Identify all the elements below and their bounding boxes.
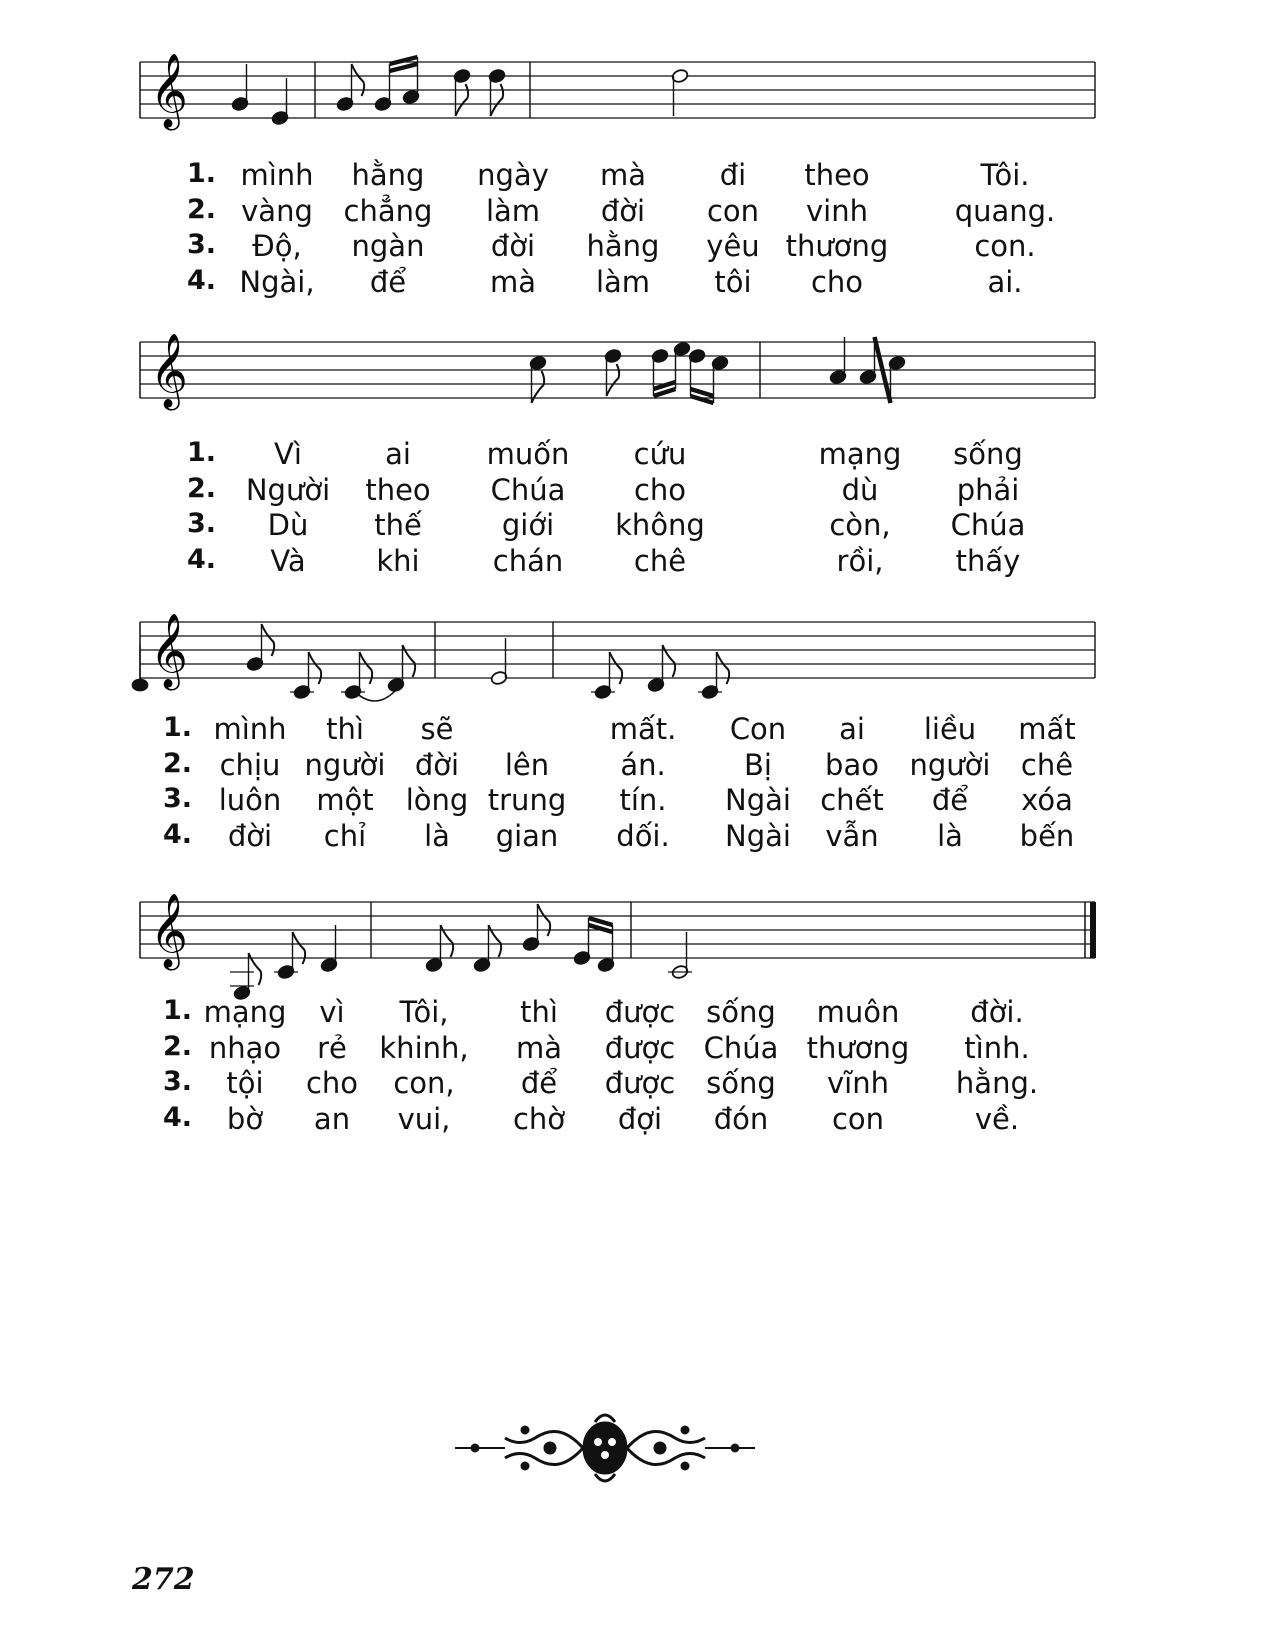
lyric-syllable: vì <box>319 995 345 1029</box>
note <box>230 953 261 1001</box>
lyric-line <box>0 544 1275 580</box>
lyric-syllable: chê <box>1020 747 1074 782</box>
lyric-line <box>0 1031 1275 1067</box>
note <box>604 348 622 396</box>
lyric-syllable: được <box>604 1066 676 1100</box>
lyric-line <box>0 995 1275 1031</box>
verse-number: 2. <box>163 1030 193 1062</box>
verse-number: 3. <box>187 508 217 539</box>
note <box>274 932 305 980</box>
lyric-syllable: quang. <box>954 193 1056 228</box>
lyric-syllable: yêu <box>706 229 760 263</box>
lyric-syllable: cho <box>305 1066 359 1100</box>
lyric-syllable: án. <box>620 747 666 782</box>
note <box>490 638 508 686</box>
lyric-syllable: lên <box>504 747 550 782</box>
lyric-syllable: con <box>831 1101 885 1136</box>
lyric-syllable: Chúa <box>490 472 566 507</box>
staff <box>140 592 1140 722</box>
lyric-syllable: đợi <box>617 1101 663 1136</box>
lyric-syllable: thì <box>326 712 364 746</box>
lyric-syllable: Người <box>245 472 331 507</box>
lyric-syllable: Chúa <box>703 1030 779 1065</box>
lyric-syllable: người <box>304 747 386 782</box>
lyric-syllable: Tôi. <box>980 158 1030 192</box>
lyric-syllable: mình <box>240 158 314 192</box>
treble-clef-icon: 𝄞 <box>150 334 188 408</box>
lyric-syllable: đời <box>600 193 646 228</box>
lyric-syllable: ai <box>839 712 865 746</box>
final-bar-line <box>1090 902 1096 958</box>
lyric-syllable: hằng. <box>955 1066 1039 1100</box>
lyric-syllable: vẫn <box>825 818 879 853</box>
lyric-syllable: mà <box>489 264 537 299</box>
lyric-syllable: theo <box>365 472 431 507</box>
lyric-line <box>0 229 1275 265</box>
lyric-syllable: dù <box>841 472 879 507</box>
lyric-syllable: chẳng <box>343 193 433 228</box>
lyric-syllable: đời. <box>970 995 1024 1029</box>
note <box>231 64 249 112</box>
lyric-syllable: thì <box>520 995 558 1029</box>
lyric-syllable: mình <box>213 712 287 746</box>
lyric-syllable: tội <box>226 1066 264 1100</box>
verse-number: 2. <box>187 193 217 225</box>
lyric-syllable: rồi, <box>836 543 884 578</box>
note <box>698 652 729 700</box>
note <box>591 652 622 700</box>
lyric-syllable: về. <box>974 1101 1020 1136</box>
lyric-syllable: bờ <box>226 1101 264 1136</box>
lyric-line <box>0 748 1275 784</box>
lyric-syllable: thấy <box>955 543 1021 578</box>
lyric-syllable: người <box>909 747 991 782</box>
staff <box>140 872 1140 1002</box>
lyric-syllable: thương <box>806 1030 910 1065</box>
note <box>673 341 691 389</box>
lyric-syllable: phải <box>956 472 1020 507</box>
lyric-syllable: khinh, <box>379 1030 469 1065</box>
staff <box>140 32 1140 162</box>
lyric-syllable: theo <box>804 158 870 192</box>
lyric-syllable: trung <box>487 783 567 817</box>
lyric-syllable: chết <box>820 783 884 817</box>
lyric-syllable: Chúa <box>950 508 1026 542</box>
lyric-line <box>0 473 1275 509</box>
lyric-syllable: đời <box>490 229 536 263</box>
verse-number: 4. <box>187 264 217 296</box>
verse-number: 2. <box>187 472 217 504</box>
lyric-syllable: lòng <box>405 783 469 817</box>
lyric-syllable: mạng <box>818 437 902 471</box>
note <box>425 925 453 973</box>
treble-clef-icon: 𝄞 <box>150 894 188 968</box>
lyric-syllable: sẽ <box>420 712 454 746</box>
staff <box>140 312 1140 442</box>
lyric-syllable: mà <box>515 1030 563 1065</box>
lyric-syllable: Ngài, <box>239 264 315 299</box>
lyric-syllable: được <box>604 995 676 1029</box>
lyric-line <box>0 158 1275 194</box>
lyric-syllable: đón <box>713 1101 769 1136</box>
lyric-syllable: con. <box>974 229 1036 263</box>
lyric-syllable: là <box>937 818 963 853</box>
lyric-syllable: Ngài <box>725 783 791 817</box>
lyric-syllable: con <box>706 193 760 228</box>
verse-number: 4. <box>163 1101 193 1133</box>
lyric-syllable: ai <box>385 437 411 471</box>
lyric-line <box>0 437 1275 473</box>
lyric-line <box>0 712 1275 748</box>
lyric-syllable: chờ <box>512 1101 566 1136</box>
lyric-syllable: cho <box>810 264 864 299</box>
lyric-line <box>0 783 1275 819</box>
page-number: 272 <box>132 1562 195 1597</box>
lyric-syllable: để <box>931 783 969 817</box>
lyric-syllable: muốn <box>486 437 570 471</box>
lyric-syllable: sống <box>706 1066 776 1100</box>
lyric-syllable: tôi <box>714 264 752 299</box>
lyric-syllable: là <box>424 818 450 853</box>
note <box>668 932 692 980</box>
lyric-syllable: khi <box>376 543 420 578</box>
lyric-syllable: chịu <box>219 747 281 782</box>
lyric-syllable: rẻ <box>317 1030 347 1065</box>
lyric-syllable: thế <box>374 508 422 542</box>
lyric-syllable: Ngài <box>725 818 791 853</box>
lyric-syllable: muôn <box>816 995 900 1029</box>
lyric-syllable: mạng <box>203 995 287 1029</box>
lyric-syllable: sống <box>706 995 776 1029</box>
verse-number: 4. <box>163 818 193 850</box>
treble-clef-icon: 𝄞 <box>150 54 188 128</box>
lyric-line <box>0 265 1275 301</box>
lyric-syllable: bến <box>1019 818 1075 853</box>
lyric-syllable: xóa <box>1021 783 1073 817</box>
verse-number: 1. <box>187 437 217 468</box>
verse-number: 3. <box>163 783 193 814</box>
note <box>829 337 847 385</box>
note <box>133 645 148 691</box>
lyric-syllable: dối. <box>616 818 670 853</box>
verse-number: 1. <box>163 712 193 743</box>
note <box>387 645 415 693</box>
lyric-line <box>0 1066 1275 1102</box>
lyric-syllable: cứu <box>633 437 687 471</box>
lyric-syllable: tín. <box>619 783 667 817</box>
lyric-syllable: hằng <box>586 229 660 263</box>
lyric-syllable: vàng <box>241 193 313 228</box>
verse-number: 1. <box>187 158 217 189</box>
lyric-syllable: làm <box>595 264 651 299</box>
lyric-syllable: gian <box>495 818 559 853</box>
note <box>647 645 675 693</box>
lyric-syllable: làm <box>485 193 541 228</box>
lyric-syllable: mất <box>1018 712 1076 746</box>
lyric-line <box>0 819 1275 855</box>
lyric-syllable: ngày <box>477 158 549 192</box>
floral-ornament-icon <box>455 1408 755 1488</box>
note <box>529 355 547 403</box>
lyric-syllable: mất. <box>609 712 677 746</box>
verse-number: 3. <box>187 229 217 260</box>
treble-clef-icon: 𝄞 <box>150 614 188 688</box>
note <box>453 68 471 116</box>
lyric-syllable: nhạo <box>208 1030 282 1065</box>
note <box>320 925 338 973</box>
lyric-syllable: không <box>615 508 705 542</box>
lyric-syllable: Độ, <box>252 229 302 263</box>
lyric-syllable: thương <box>785 229 889 263</box>
lyric-syllable: luôn <box>218 783 282 817</box>
lyric-syllable: được <box>604 1030 676 1065</box>
lyric-syllable: sống <box>953 437 1023 471</box>
lyric-line <box>0 508 1275 544</box>
lyric-syllable: chỉ <box>323 818 367 853</box>
note <box>671 68 689 116</box>
verse-number: 1. <box>163 995 193 1026</box>
lyric-syllable: chê <box>633 543 687 578</box>
lyric-syllable: mà <box>599 158 647 192</box>
lyric-syllable: Bị <box>744 747 772 782</box>
verse-number: 4. <box>187 543 217 575</box>
lyric-syllable: vui, <box>397 1101 451 1136</box>
lyric-syllable: vĩnh <box>827 1066 889 1100</box>
lyric-syllable: liều <box>923 712 977 746</box>
lyric-syllable: con, <box>393 1066 455 1100</box>
lyric-syllable: cho <box>633 472 687 507</box>
note <box>290 652 321 700</box>
lyric-syllable: ai. <box>987 264 1023 299</box>
lyric-syllable: Con <box>729 712 787 746</box>
note <box>374 64 392 112</box>
note <box>473 925 501 973</box>
lyric-syllable: vinh <box>806 193 868 228</box>
lyric-syllable: đời <box>227 818 273 853</box>
note <box>573 918 591 966</box>
lyric-syllable: Dù <box>267 508 309 542</box>
lyric-syllable: còn, <box>829 508 891 542</box>
note <box>711 355 729 403</box>
verse-number: 2. <box>163 747 193 779</box>
lyric-syllable: Và <box>270 543 306 578</box>
lyric-syllable: an <box>313 1101 351 1136</box>
lyric-syllable: hằng <box>351 158 425 192</box>
lyric-syllable: tình. <box>964 1030 1030 1065</box>
lyric-syllable: giới <box>501 508 555 542</box>
verse-number: 3. <box>163 1066 193 1097</box>
note <box>488 68 506 116</box>
lyric-syllable: đời <box>414 747 460 782</box>
lyric-syllable: một <box>316 783 374 817</box>
lyric-syllable: Vì <box>274 437 302 471</box>
lyric-syllable: bao <box>825 747 879 782</box>
note <box>271 78 289 126</box>
lyric-syllable: để <box>520 1066 558 1100</box>
lyric-syllable: đi <box>719 158 747 192</box>
lyric-line <box>0 1102 1275 1138</box>
lyric-syllable: để <box>369 264 407 299</box>
lyric-syllable: Tôi, <box>399 995 449 1029</box>
lyric-line <box>0 194 1275 230</box>
lyric-syllable: ngàn <box>351 229 425 263</box>
lyric-syllable: chán <box>492 543 564 578</box>
